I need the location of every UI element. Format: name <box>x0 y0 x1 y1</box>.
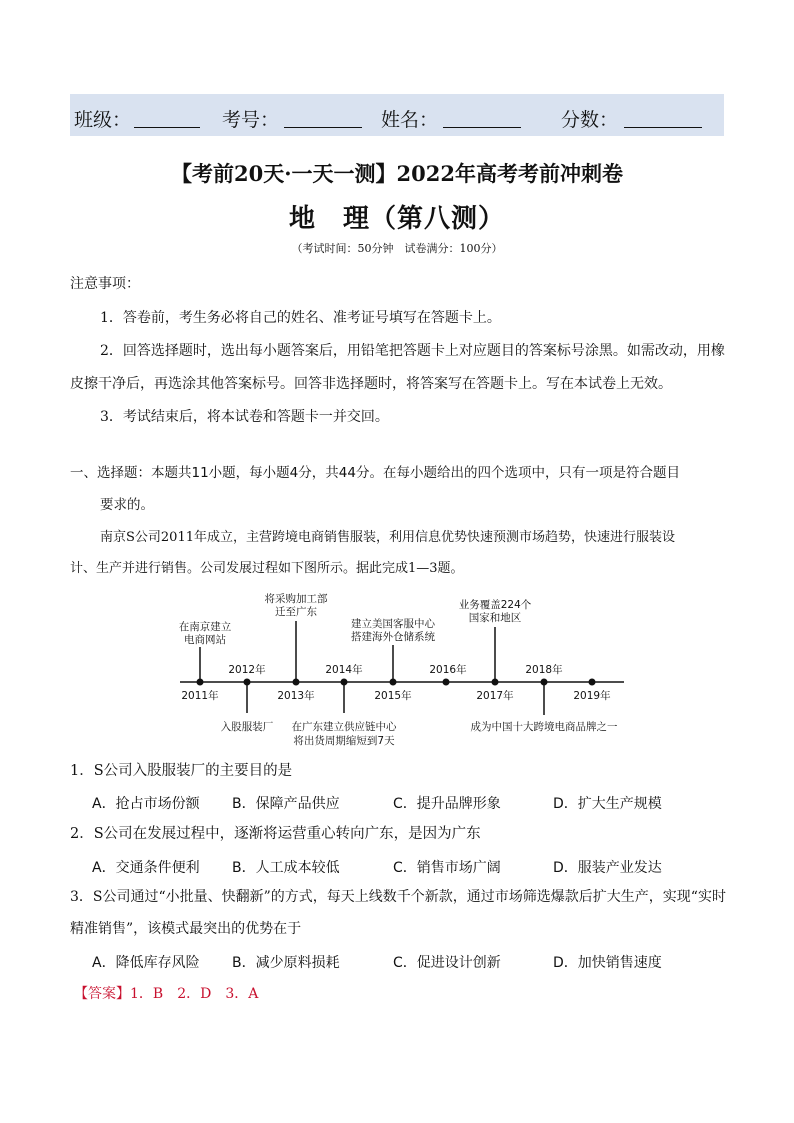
notice-item-2-cont: 皮擦干净后，再选涂其他答案标号。回答非选择题时，将答案写在答题卡上。写在本试卷上无效。 <box>70 376 672 392</box>
year-label-2015: 2015年 <box>374 690 412 702</box>
number-label: 考号： <box>222 109 280 131</box>
year-label-2017: 2017年 <box>476 690 514 702</box>
q3-option-d[interactable]: D．加快销售速度 <box>553 955 662 971</box>
notice-item-2: 2．回答选择题时，选出每小题答案后，用铅笔把答题卡上对应题目的答案标号涂黑。如需改动，用橡 <box>100 343 725 359</box>
year-label-2012: 2012年 <box>228 664 266 676</box>
year-label-2016: 2016年 <box>429 664 467 676</box>
answer-text: 1．B 2．D 3．A <box>130 986 259 1002</box>
event-2013-line1: 将采购加工部 <box>264 593 328 605</box>
passage-line-1: 南京S公司2011年成立，主营跨境电商销售服装，利用信息优势快速预测市场趋势，快速进行服装设 <box>100 530 675 545</box>
section-heading: 一、选择题：本题共11小题，每小题4分，共44分。在每小题给出的四个选项中，只有一项是符合题目 <box>70 465 680 481</box>
q3-option-a[interactable]: A．降低库存风险 <box>92 955 200 971</box>
question-1-stem: 1．S公司入股服装厂的主要目的是 <box>70 763 293 779</box>
q2-option-d[interactable]: D．服装产业发达 <box>553 860 662 876</box>
q1-option-a[interactable]: A．抢占市场份额 <box>92 796 200 812</box>
notice-heading: 注意事项： <box>70 276 140 292</box>
year-label-2018: 2018年 <box>525 664 563 676</box>
event-2015-line1: 建立美国客服中心 <box>351 618 435 630</box>
q1-option-c[interactable]: C．提升品牌形象 <box>393 796 501 812</box>
exam-title: 【考前20天·一天一测】2022年高考考前冲刺卷 <box>171 161 623 186</box>
q2-option-a[interactable]: A．交通条件便利 <box>92 860 200 876</box>
q2-option-c[interactable]: C．销售市场广阔 <box>393 860 501 876</box>
q3-option-b[interactable]: B．减少原料损耗 <box>232 955 340 971</box>
year-label-2014: 2014年 <box>325 664 363 676</box>
q3-option-c[interactable]: C．促进设计创新 <box>393 955 501 971</box>
score-label: 分数： <box>561 109 619 131</box>
name-blank[interactable] <box>443 127 521 128</box>
subject-title: 地 理（第八测） <box>288 204 505 234</box>
answer-line <box>74 985 258 1003</box>
question-3-stem-cont: 精准销售”，该模式最突出的优势在于 <box>70 921 302 937</box>
event-2014-line1: 在广东建立供应链中心 <box>291 721 397 733</box>
year-label-2011: 2011年 <box>181 690 219 702</box>
event-2017-line1: 业务覆盖224个 <box>458 599 532 611</box>
event-2013-line2: 迁至广东 <box>275 606 317 618</box>
event-2012-line1: 入股服装厂 <box>220 721 274 733</box>
event-2014-line2: 将出货周期缩短到7天 <box>293 735 395 747</box>
timeline-dot-2016 <box>443 679 450 686</box>
timeline-dot-2019 <box>589 679 596 686</box>
question-2-stem: 2．S公司在发展过程中，逐渐将运营重心转向广东，是因为广东 <box>70 826 481 842</box>
q1-option-d[interactable]: D．扩大生产规模 <box>553 796 662 812</box>
company-timeline-figure <box>0 585 794 755</box>
event-2015-line2: 搭建海外仓储系统 <box>351 631 435 643</box>
passage-line-2: 计、生产并进行销售。公司发展过程如下图所示。据此完成1—3题。 <box>70 561 464 576</box>
time-info: （考试时间：50分钟 试卷满分：100分） <box>291 242 503 255</box>
score-blank[interactable] <box>624 127 702 128</box>
q2-option-b[interactable]: B．人工成本较低 <box>232 860 340 876</box>
answer-label: 【答案】 <box>74 986 130 1002</box>
q1-option-b[interactable]: B．保障产品供应 <box>232 796 340 812</box>
event-2011-line1: 在南京建立 <box>178 621 232 633</box>
class-label: 班级： <box>74 109 132 131</box>
section-heading-cont: 要求的。 <box>100 497 154 513</box>
class-blank[interactable] <box>134 127 200 128</box>
name-label: 姓名： <box>381 109 439 131</box>
header-info-band <box>70 94 724 136</box>
year-label-2019: 2019年 <box>573 690 611 702</box>
event-2011-line2: 电商网站 <box>184 634 226 646</box>
notice-item-3: 3．考试结束后，将本试卷和答题卡一并交回。 <box>100 409 389 425</box>
question-3-stem: 3．S公司通过“小批量、快翻新”的方式，每天上线数千个新款，通过市场筛选爆款后扩大生产，实现“实时 <box>70 889 726 905</box>
year-label-2013: 2013年 <box>277 690 315 702</box>
number-blank[interactable] <box>284 127 362 128</box>
event-2018-line1: 成为中国十大跨境电商品牌之一 <box>470 721 618 733</box>
notice-item-1: 1．答卷前，考生务必将自己的姓名、准考证号填写在答题卡上。 <box>100 310 501 326</box>
event-2017-line2: 国家和地区 <box>468 612 522 624</box>
